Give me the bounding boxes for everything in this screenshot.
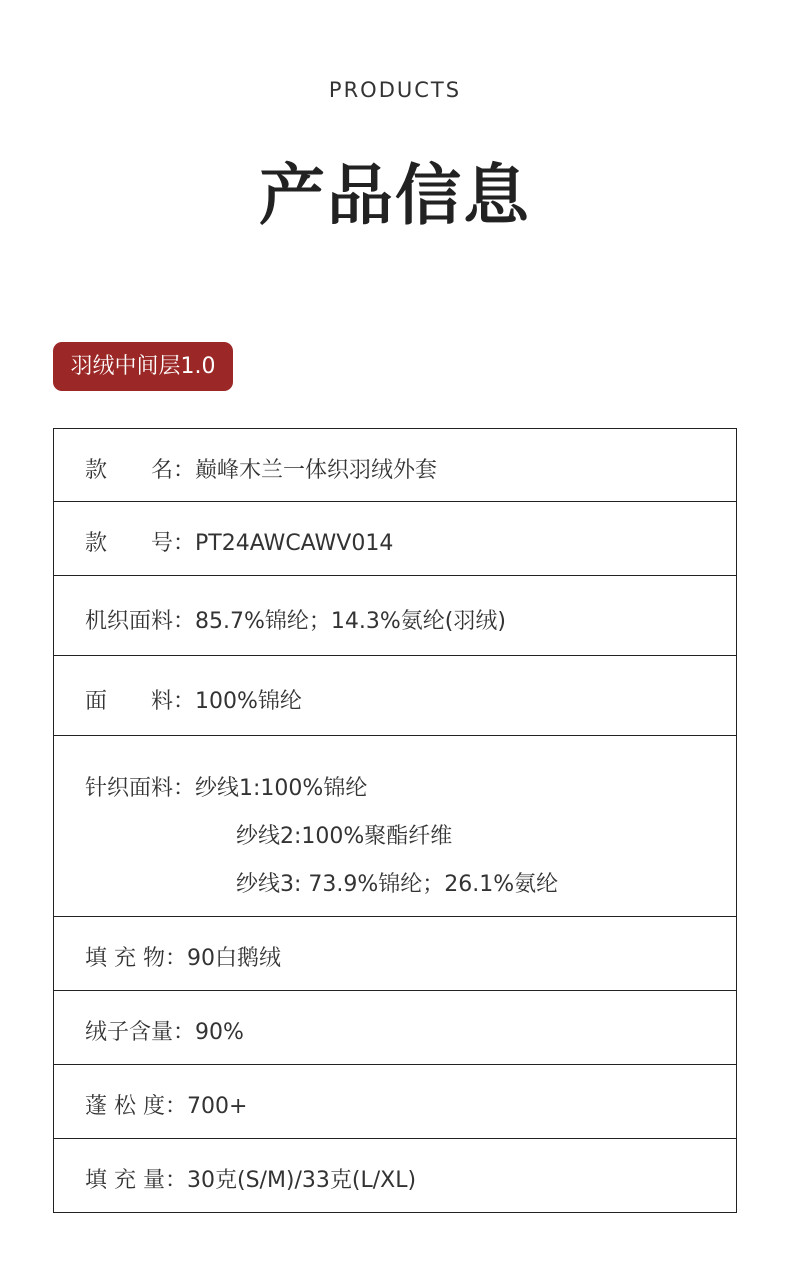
spec-row-woven-fabric [54,576,736,656]
spec-row-knit-fabric [54,736,736,917]
spec-value: PT24AWCAWV014 [195,531,394,556]
spec-label: 绒子含量： [85,1020,196,1045]
spec-value-line-1: 纱线1:100%锦纶 [195,776,368,801]
spec-value: 30克(S/M)/33克(L/XL) [187,1168,417,1193]
spec-label: 面 料： [85,689,196,714]
spec-table [53,428,737,1213]
spec-row-fill-power [54,1065,736,1139]
spec-label: 机织面料： [85,609,196,634]
spec-row-style-name [54,429,736,502]
spec-label: 填 充 物： [85,946,187,971]
spec-value: 100%锦纶 [195,689,302,714]
product-layer-badge: 羽绒中间层1.0 [53,342,233,391]
spec-row-fabric [54,656,736,736]
products-heading: PRODUCTS [328,78,462,102]
product-info-title: 产品信息 [259,157,531,234]
spec-label: 款 号： [85,531,196,556]
spec-label: 款 名： [85,458,196,483]
spec-row-fill-weight [54,1139,736,1212]
spec-value: 90% [195,1020,244,1045]
spec-label: 蓬 松 度： [85,1094,187,1119]
spec-label: 填 充 量： [85,1168,187,1193]
spec-value: 85.7%锦纶；14.3%氨纶(羽绒) [195,609,506,634]
spec-label: 针织面料： [85,776,196,801]
spec-value: 90白鹅绒 [187,946,281,971]
spec-row-style-no [54,502,736,576]
spec-value: 巅峰木兰一体织羽绒外套 [195,458,438,483]
spec-value-line-2: 纱线2:100%聚酯纤维 [236,824,453,849]
spec-row-down-content [54,991,736,1065]
spec-row-filling [54,917,736,991]
spec-value-line-3: 纱线3: 73.9%锦纶；26.1%氨纶 [236,872,559,897]
spec-value: 700+ [187,1094,248,1119]
